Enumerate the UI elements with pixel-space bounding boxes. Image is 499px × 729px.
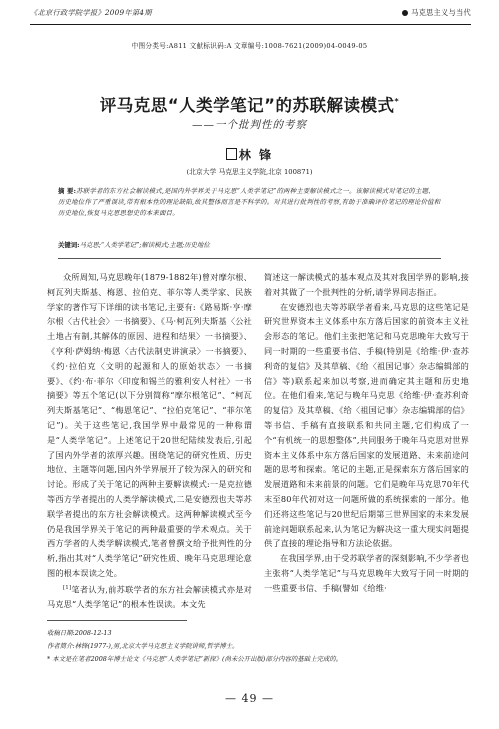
body-paragraph: 在我国学界,由于受苏联学者的深刻影响,不少学者也主张将“人类学笔记”与马克思晚年大致写于同一时期的一些重要书信、手稿(譬如《给维· (264, 553, 469, 593)
footnote-ref: [1] (63, 584, 72, 591)
right-column (264, 270, 469, 596)
page-number: — 49 — (225, 692, 274, 705)
article-subtitle: ——一个批判性的考察 (192, 119, 307, 131)
funding-note: * 本文是在笔者2008年博士论文《马克思“人类学笔记”新探》(尚未公开出版)部分内容的基础上完成的。 (47, 655, 343, 663)
bullet-icon (402, 10, 408, 16)
journal-name: 《北京行政学院学报》2009年第4期 (30, 8, 152, 17)
body-paragraph: 简述这一解读模式的基本观点及其对我国学界的影响,接着对其做了一个批判性的分析,请学界同志指正。 (264, 272, 469, 297)
author-name: 林 锋 (238, 148, 274, 162)
author-box-icon (226, 148, 237, 160)
left-column (47, 270, 252, 612)
keywords-text: 马克思;“人类学笔记”;解读模式;主题;历史地位 (79, 241, 210, 249)
keywords (58, 240, 441, 249)
footnote-rule (47, 620, 187, 621)
running-header (30, 6, 471, 20)
author-affiliation: (北京大学 马克思主义学院,北京 100871) (186, 168, 313, 176)
title-text: 评马克思“人类学笔记”的苏联解读模式 (99, 96, 395, 115)
article-title (0, 92, 499, 116)
author-line (0, 146, 499, 163)
abstract-label: 摘 要: (58, 187, 77, 195)
classification-line: 中图分类号:A811 文献标识码:A 文章编号:1008-7621(2009)04-0049-05 (131, 42, 368, 50)
keywords-label: 关键词: (58, 241, 80, 249)
body-paragraph: [1]笔者认为,前苏联学者的东方社会解读模式亦是对马克思“人类学笔记”的根本性误读。本文先 (47, 584, 252, 610)
body-paragraph: 众所周知,马克思晚年(1879-1882年)曾对摩尔根、柯瓦列夫斯基、梅恩、拉伯克、菲尔等人类学家、民族学家的著作写下详细的读书笔记,主要有:《路易斯·亨·摩尔根〈古代社会〉一书摘要》、《马·柯瓦列夫斯基〈公社土地占有制,其解体的原因、进程和结果〉一书摘要》、《亨利·萨姆纳·梅恩〈古代法制史讲演录〉一书摘要》、《约·拉伯克〈文明的起源和人的原始状态〉一书摘要》、《约·布·菲尔〈印度和锡兰的雅利安人村社〉一书摘要》等五个笔记(以下分别简称“摩尔根笔记”、“柯瓦列夫斯基笔记”、“梅恩笔记”、“拉伯克笔记”、“菲尔笔记”)。关于这些笔记,我国学界中最常见的一种称谓是“人类学笔记”。上述笔记于20世纪陆续发表后,引起了国内外学者的浓厚兴趣。围绕笔记的研究性质、历史地位、主题等问题,国内外学界展开了较为深入的研究和讨论。形成了关于笔记的两种主要解读模式:一是克拉德等西方学者提出的人类学解读模式,二是安德烈也夫等苏联学者提出的东方社会解读模式。这两种解读模式至今仍是我国学界关于笔记的两种最重要的学术观点。关于西方学者的人类学解读模式,笔者曾撰文给予批判性的分析,指出其对“人类学笔记”研究性质、晚年马克思理论意图的根本误读之处。 (47, 272, 252, 578)
header-rule (30, 24, 471, 25)
abstract (58, 186, 441, 219)
body-paragraph: 在安德烈也夫等苏联学者看来,马克思的这些笔记是研究世界资本主义体系中东方落后国家的前资本主义社会形态的笔记。他们主张把笔记和马克思晚年大致写于同一时期的一些重要书信、手稿(特别是《给维·伊·查苏利奇的复信》及其草稿、《给〈祖国记事〉杂志编辑部的信》等)联系起来加以考察,进而确定其主题和历史地位。在他们看来,笔记与晚年马克思《给维·伊·查苏利奇的复信》及其草稿、《给〈祖国记事〉杂志编辑部的信》等书信、手稿有直接联系和共同主题,它们构成了一个“有机统一的思想整体”,共同服务于晚年马克思对世界资本主义体系中东方落后国家的发展道路、未来前途问题的思考和探索。笔记的主题,正是探索东方落后国家的发展道路和未来前景的问题。它们是晚年马克思70年代末至80年代初对这一问题所做的系统探索的一部分。他们还将这些笔记与20世纪后期第三世界国家的未来发展前途问题联系起来,认为笔记为解决这一重大现实问题提供了直接的理论指导和方法论依据。 (264, 301, 469, 549)
section-label: 马克思主义与当代 (411, 8, 471, 17)
received-date: 收稿日期:2008-12-13 (47, 629, 112, 637)
author-bio: 作者简介:林锋(1977-),男,北京大学马克思主义学院讲师,哲学博士。 (47, 642, 239, 650)
abstract-rule (58, 258, 441, 259)
title-footnote-mark: * (394, 97, 400, 106)
abstract-text: 苏联学者的东方社会解读模式,是国内外学界关于马克思“人类学笔记”的两种主要解读模式之一。该解读模式对笔记的主题、历史地位作了严重误读,带有根本性的理论缺陷,故其整体而言是不科学的。对其进行批判性的考察,有助于准确评价笔记的理论价值和历史地位,恢复马克思思想史的本来面目。 (58, 187, 441, 217)
section-name (402, 8, 471, 18)
